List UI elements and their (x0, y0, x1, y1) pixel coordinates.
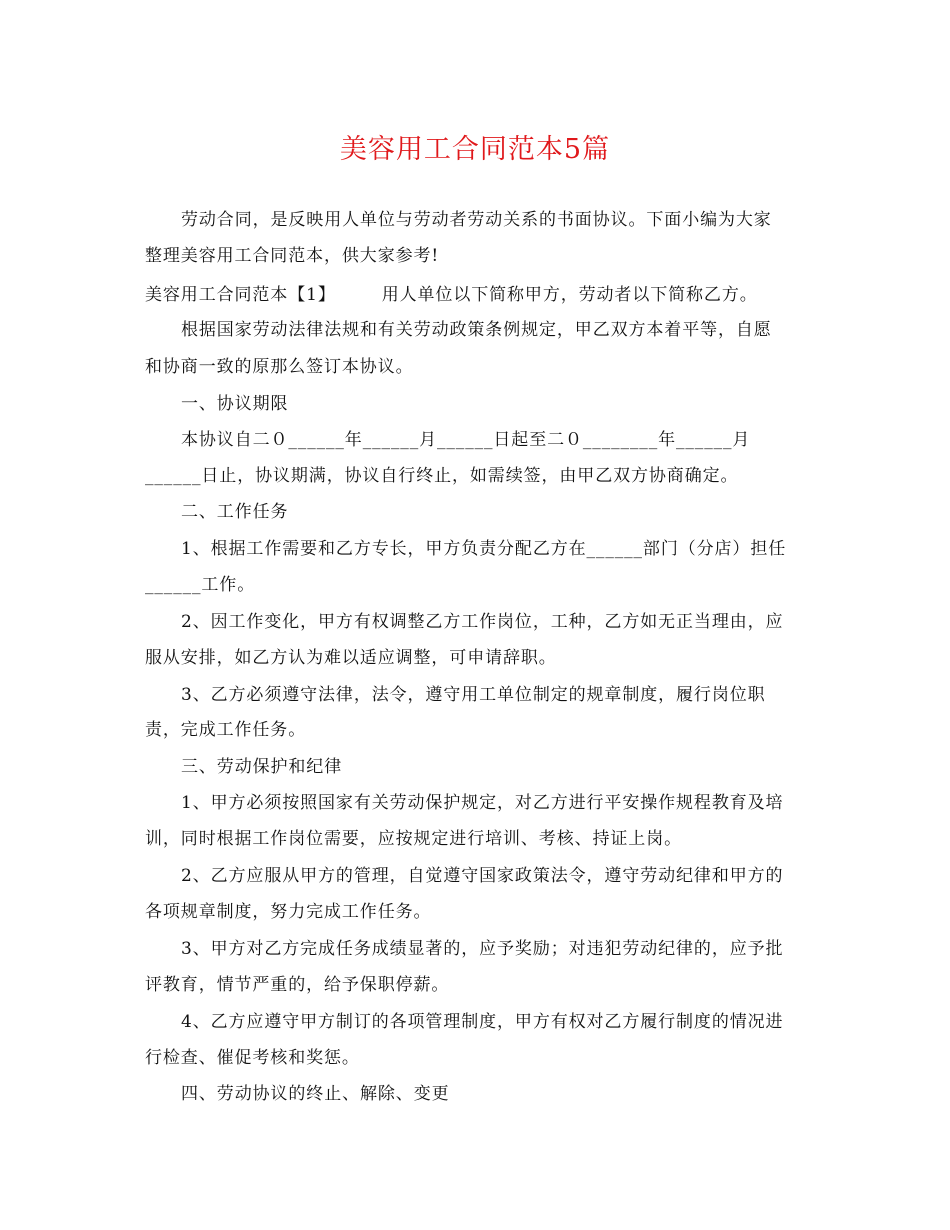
clause-heading: 二、工作任务 (181, 502, 289, 522)
paragraph-line: 根据国家劳动法律法规和有关劳动政策条例规定，甲乙双方本着平等，自愿 (181, 320, 772, 340)
intro-line-1: 劳动合同，是反映用人单位与劳动者劳动关系的书面协议。下面小编为大家 (181, 210, 772, 230)
intro-line-2: 整理美容用工合同范本，供大家参考! (145, 246, 440, 266)
paragraph-line: 评教育，情节严重的，给予保职停薪。 (145, 975, 450, 995)
clause-heading: 三、劳动保护和纪律 (181, 757, 343, 777)
paragraph-line: 各项规章制度，努力完成工作任务。 (145, 902, 432, 922)
paragraph-line: 和协商一致的原那么签订本协议。 (145, 357, 414, 377)
section-heading-1 (145, 283, 758, 307)
party-definition: 用人单位以下简称甲方，劳动者以下简称乙方。 (381, 285, 758, 305)
clause-heading: 一、协议期限 (181, 394, 289, 414)
document-title: 美容用工合同范本5篇 (339, 134, 611, 165)
paragraph-line: ______工作。 (145, 575, 256, 595)
paragraph-line: 2、因工作变化，甲方有权调整乙方工作岗位，工种，乙方如无正当理由，应 (181, 612, 784, 632)
clause-heading: 四、劳动协议的终止、解除、变更 (181, 1084, 450, 1104)
paragraph-line: 训，同时根据工作岗位需要，应按规定进行培训、考核、持证上岗。 (145, 829, 682, 849)
paragraph-line: 4、乙方应遵守甲方制订的各项管理制度，甲方有权对乙方履行制度的情况进 (181, 1012, 784, 1032)
paragraph-line: 本协议自二０______年______月______日起至二０________年______月 (181, 430, 751, 450)
contract-heading: 美容用工合同范本【1】 (145, 285, 336, 305)
paragraph-line: 3、乙方必须遵守法律，法令，遵守用工单位制定的规章制度，履行岗位职 (181, 685, 766, 705)
paragraph-line: 2、乙方应服从甲方的管理，自觉遵守国家政策法令，遵守劳动纪律和甲方的 (181, 866, 784, 886)
paragraph-line: 行检查、催促考核和奖惩。 (145, 1048, 360, 1068)
paragraph-line: 服从安排，如乙方认为难以适应调整，可申请辞职。 (145, 648, 557, 668)
paragraph-line: ______日止，协议期满，协议自行终止，如需续签，由甲乙双方协商确定。 (145, 466, 739, 486)
paragraph-line: 1、甲方必须按照国家有关劳动保护规定，对乙方进行平安操作规程教育及培 (181, 793, 784, 813)
paragraph-line: 3、甲方对乙方完成任务成绩显著的，应予奖励；对违犯劳动纪律的，应予批 (181, 939, 784, 959)
paragraph-line: 责，完成工作任务。 (145, 720, 307, 740)
paragraph-line: 1、根据工作需要和乙方专长，甲方负责分配乙方在______部门（分店）担任 (181, 539, 787, 559)
